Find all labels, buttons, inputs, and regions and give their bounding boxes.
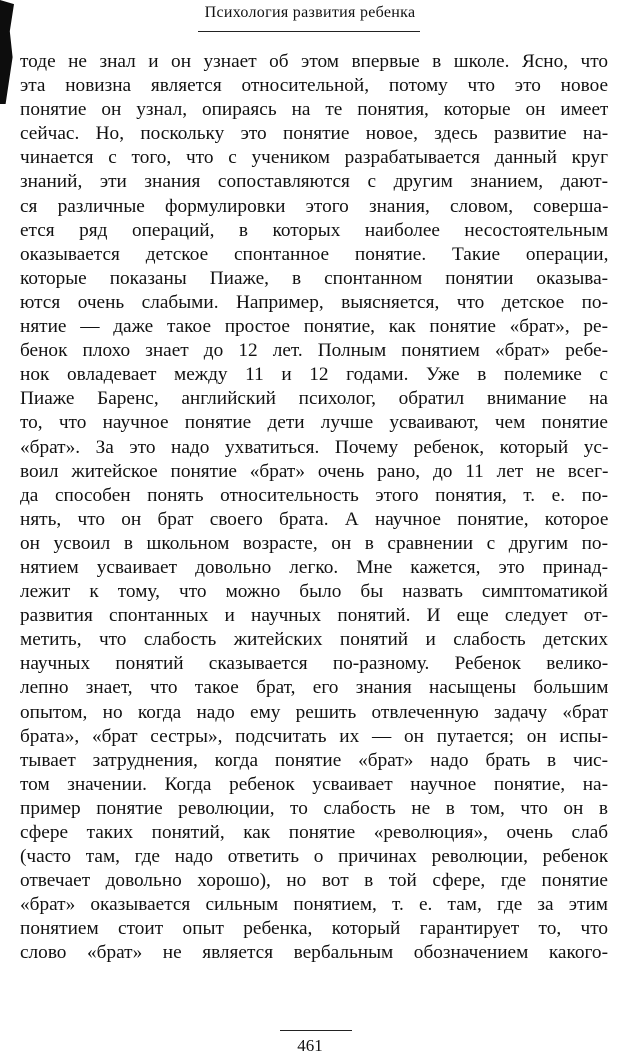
footer-rule	[280, 1030, 352, 1031]
text-line: нятие — даже такое простое понятие, как понятие «брат», ре-	[20, 316, 608, 338]
text-line: пример понятие революции, то слабость не в том, что он в	[20, 797, 608, 819]
text-line: нятием усваивает довольно легко. Мне кажется, это принад-	[20, 556, 608, 578]
text-line: понятием стоит опыт ребенка, который гарантирует то, что	[20, 918, 608, 940]
text-line: то, что научное понятие дети лучше усваивают, чем понятие	[20, 412, 608, 434]
text-line: «брат». За это надо ухватиться. Почему ребенок, который ус-	[20, 436, 608, 458]
text-line: нок овладевает между 11 и 12 годами. Уже в полемике с	[20, 364, 608, 386]
text-line: том значении. Когда ребенок усваивает научное понятие, на-	[20, 773, 608, 795]
text-line: он усвоил в школьном возрасте, он в сравнении с другим по-	[20, 532, 608, 554]
running-header: Психология развития ребенка	[204, 4, 416, 21]
text-line: тоде не знал и он узнает об этом впервые в школе. Ясно, что	[20, 51, 608, 72]
text-line: брата», «брат сестры», подсчитать их — он путается; он испы-	[20, 725, 608, 747]
text-line: воил житейское понятие «брат» очень рано, до 11 лет не всег-	[20, 460, 608, 482]
text-line: опытом, но когда надо ему решить отвлеченную задачу «брат	[20, 701, 608, 723]
text-line: ются очень слабыми. Например, выясняется, что детское по-	[20, 291, 608, 313]
text-line: слово «брат» не является вербальным обозначением какого-	[20, 942, 608, 964]
text-line: да способен понять относительность этого понятия, т. е. по-	[20, 484, 608, 506]
text-line: (часто там, где надо ответить о причинах революции, ребенок	[20, 846, 608, 868]
body-text	[20, 50, 608, 966]
text-line: сейчас. Но, поскольку это понятие новое, здесь развитие на-	[20, 123, 608, 145]
text-line: оказывается детское спонтанное понятие. Такие операции,	[20, 243, 608, 265]
text-line: Пиаже Баренс, английский психолог, обратил внимание на	[20, 388, 608, 410]
text-line: ется ряд операций, в которых наиболее несостоятельным	[20, 219, 608, 241]
text-line: лежит к тому, что можно было бы назвать симптоматикой	[20, 581, 608, 603]
text-line: тывает затруднения, когда понятие «брат» надо брать в чис-	[20, 749, 608, 771]
text-line: развития спонтанных и научных понятий. И еще следует от-	[20, 605, 608, 627]
text-line: отвечает довольно хорошо), но вот в той сфере, где понятие	[20, 870, 608, 892]
text-line: чинается с того, что с учеником разрабатывается данный круг	[20, 147, 608, 169]
text-line: понятие он узнал, опираясь на те понятия, которые он имеет	[20, 99, 608, 121]
text-line: метить, что слабость житейских понятий и слабость детских	[20, 629, 608, 651]
text-line: эта новизна является относительной, потому что это новое	[20, 75, 608, 97]
text-line: бенок плохо знает до 12 лет. Полным понятием «брат» ребе-	[20, 340, 608, 362]
page-number: 461	[297, 1036, 323, 1055]
header-rule	[198, 31, 420, 32]
text-line: лепно знает, что такое брат, его знания насыщены большим	[20, 677, 608, 699]
text-line: научных понятий сказывается по-разному. Ребенок велико-	[20, 653, 608, 675]
text-line: знаний, эти знания сопоставляются с другим знанием, дают-	[20, 171, 608, 193]
text-line: нять, что он брат своего брата. А научное понятие, которое	[20, 508, 608, 530]
text-line: «брат» оказывается сильным понятием, т. е. там, где за этим	[20, 894, 608, 916]
text-line: которые показаны Пиаже, в спонтанном понятии оказыва-	[20, 267, 608, 289]
text-line: сфере таких понятий, как понятие «революция», очень слаб	[20, 822, 608, 843]
text-line: ся различные формулировки этого знания, словом, соверша-	[20, 195, 608, 217]
